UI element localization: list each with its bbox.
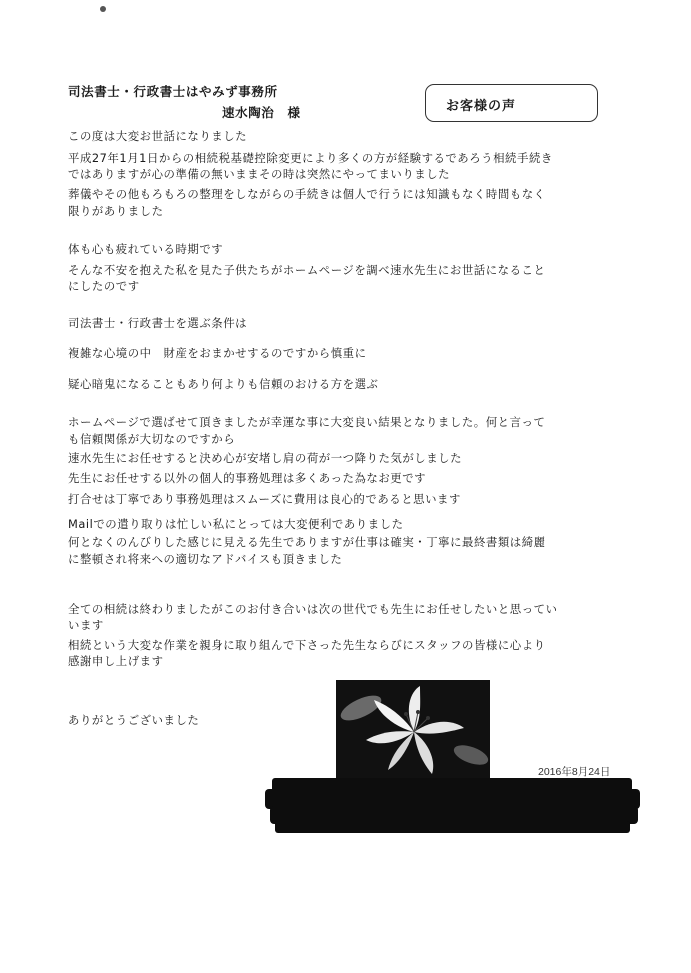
recipient-name: 速水陶治 様 [222,105,301,120]
letter-line: 司法書士・行政書士を選ぶ条件は [68,316,248,330]
letter-line: も信頼関係が大切なのですから [68,432,236,446]
customer-voice-label: お客様の声 [446,99,517,114]
letter-line: 速水先生にお任せすると決め心が安堵し肩の荷が一つ降りた気がしました [68,451,463,465]
customer-voice-box [425,84,598,122]
lily-photo [336,680,490,778]
letter-line: 感謝申し上げます [68,654,164,668]
letter-line: 限りがありました [68,204,164,218]
letter-line: 相続という大変な作業を親身に取り組んで下さった先生ならびにスタッフの皆様に心より [68,638,546,652]
letter-line: ではありますが心の準備の無いままその時は突然にやってまいりました [68,167,451,181]
letter-line: この度は大変お世話になりました [68,129,248,143]
letter-line: 平成27年1月1日からの相続税基礎控除変更により多くの方が経験するであろう相続手続き [68,151,553,165]
letter-line: に整頓され将来への適切なアドバイスも頂きました [68,552,343,566]
letter-line: 先生にお任せする以外の個人的事務処理は多くあった為なお更です [68,471,427,485]
letter-line: 葬儀やその他もろもろの整理をしながらの手続きは個人で行うには知識もなく時間もなく [68,187,546,201]
letter-line: 全ての相続は終わりましたがこのお付き合いは次の世代でも先生にお任せしたいと思ってい [68,602,558,616]
letter-line: います [68,618,104,632]
letter-line: Mailでの遣り取りは忙しい私にとっては大変便利でありました [68,517,404,531]
lily-flower-icon [336,680,490,778]
letter-line: 複雑な心境の中 財産をおまかせするのですから慎重に [68,346,367,360]
letter-line: 疑心暗鬼になることもあり何よりも信頼のおける方を選ぶ [68,377,379,391]
scan-mark [100,6,106,12]
closing-line: ありがとうございました [68,713,200,727]
letter-line: にしたのです [68,279,140,293]
letter-line: 打合せは丁寧であり事務処理はスムーズに費用は良心的であると思います [68,492,461,506]
letter-line: ホームページで選ばせて頂きましたが幸運な事に大変良い結果となりました。何と言って [68,415,546,429]
letter-date: 2016年8月24日 [538,766,611,778]
letter-line: そんな不安を抱えた私を見た子供たちがホームページを調べ速水先生にお世話になること [68,263,546,277]
letter-line: 体も心も疲れている時期です [68,242,224,256]
recipient-office: 司法書士・行政書士はやみず事務所 [68,84,278,99]
letter-line: 何となくのんびりした感じに見える先生でありますが仕事は確実・丁寧に最終書類は綺麗 [68,535,546,549]
